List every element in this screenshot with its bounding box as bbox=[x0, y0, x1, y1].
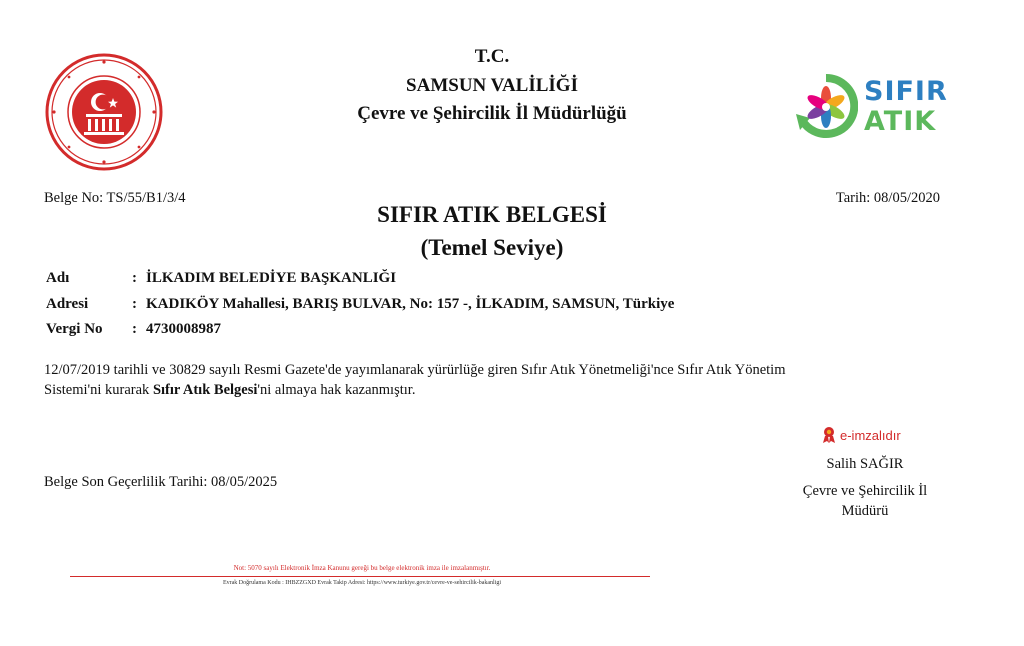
field-address-row bbox=[46, 296, 674, 313]
field-label: Adı bbox=[46, 270, 70, 286]
statement-text-end: 'ni almaya hak kazanmıştır. bbox=[257, 382, 416, 398]
field-colon: : bbox=[132, 270, 137, 286]
statement-bold: Sıfır Atık Belgesi bbox=[152, 382, 258, 398]
header-governorate: SAMSUN VALİLİĞİ bbox=[406, 75, 578, 96]
field-tax-row bbox=[46, 321, 221, 338]
field-colon: : bbox=[132, 321, 137, 337]
certificate-statement bbox=[44, 360, 924, 400]
signer-title-2: Müdürü bbox=[841, 503, 889, 519]
sifir-atik-logo-icon bbox=[794, 74, 858, 140]
validity-date: Belge Son Geçerlilik Tarihi: 08/05/2025 bbox=[44, 474, 278, 490]
document-subtitle: (Temel Seviye) bbox=[420, 235, 564, 260]
logo-text-top: SIFIR bbox=[864, 76, 948, 107]
statement-line-1: 12/07/2019 tarihli ve 30829 sayılı Resmi Gazete'de yayımlanarak yürürlüğe giren Sıfır Atık Yönetmeliği'nce Sıfır Atık Yönetim bbox=[44, 362, 786, 378]
signer-title-1: Çevre ve Şehircilik İl bbox=[802, 483, 928, 499]
field-value: 4730008987 bbox=[146, 321, 221, 337]
signer-name: Salih SAĞIR bbox=[826, 456, 904, 472]
header-directorate: Çevre ve Şehircilik İl Müdürlüğü bbox=[357, 103, 627, 124]
field-value: İLKADIM BELEDİYE BAŞKANLIĞI bbox=[146, 270, 397, 286]
statement-text: Sistemi'ni kurarak bbox=[44, 382, 153, 398]
field-value: KADIKÖY Mahallesi, BARIŞ BULVAR, No: 157 -, İLKADIM, SAMSUN, Türkiye bbox=[146, 296, 675, 312]
esign-badge bbox=[822, 426, 901, 444]
document-date: Tarih: 08/05/2020 bbox=[835, 190, 940, 206]
header-tc: T.C. bbox=[474, 46, 510, 67]
document-title: SIFIR ATIK BELGESİ bbox=[377, 202, 607, 227]
footer-note: Not: 5070 sayılı Elektronik İmza Kanunu gereği bu belge elektronik imza ile imzalanmıştır. bbox=[233, 564, 491, 572]
field-colon: : bbox=[132, 296, 137, 312]
footer-divider bbox=[70, 576, 650, 577]
logo-text-bottom: ATIK bbox=[864, 106, 937, 137]
document-number: Belge No: TS/55/B1/3/4 bbox=[44, 190, 186, 206]
sifir-atik-logo bbox=[794, 72, 948, 142]
field-name-row bbox=[46, 270, 396, 287]
field-label: Vergi No bbox=[46, 321, 103, 337]
statement-line-2 bbox=[44, 380, 924, 400]
esign-label: e-imzalıdır bbox=[840, 428, 901, 443]
footer-verification: Evrak Doğrulama Kodu : IHBZZGXD Evrak Takip Adresi: https://www.turkiye.gov.tr/cevre-ve-sehircilik-bakanligi bbox=[222, 580, 502, 586]
award-ribbon-icon bbox=[822, 426, 836, 444]
ministry-seal-icon bbox=[44, 52, 164, 172]
field-label: Adresi bbox=[46, 296, 89, 312]
